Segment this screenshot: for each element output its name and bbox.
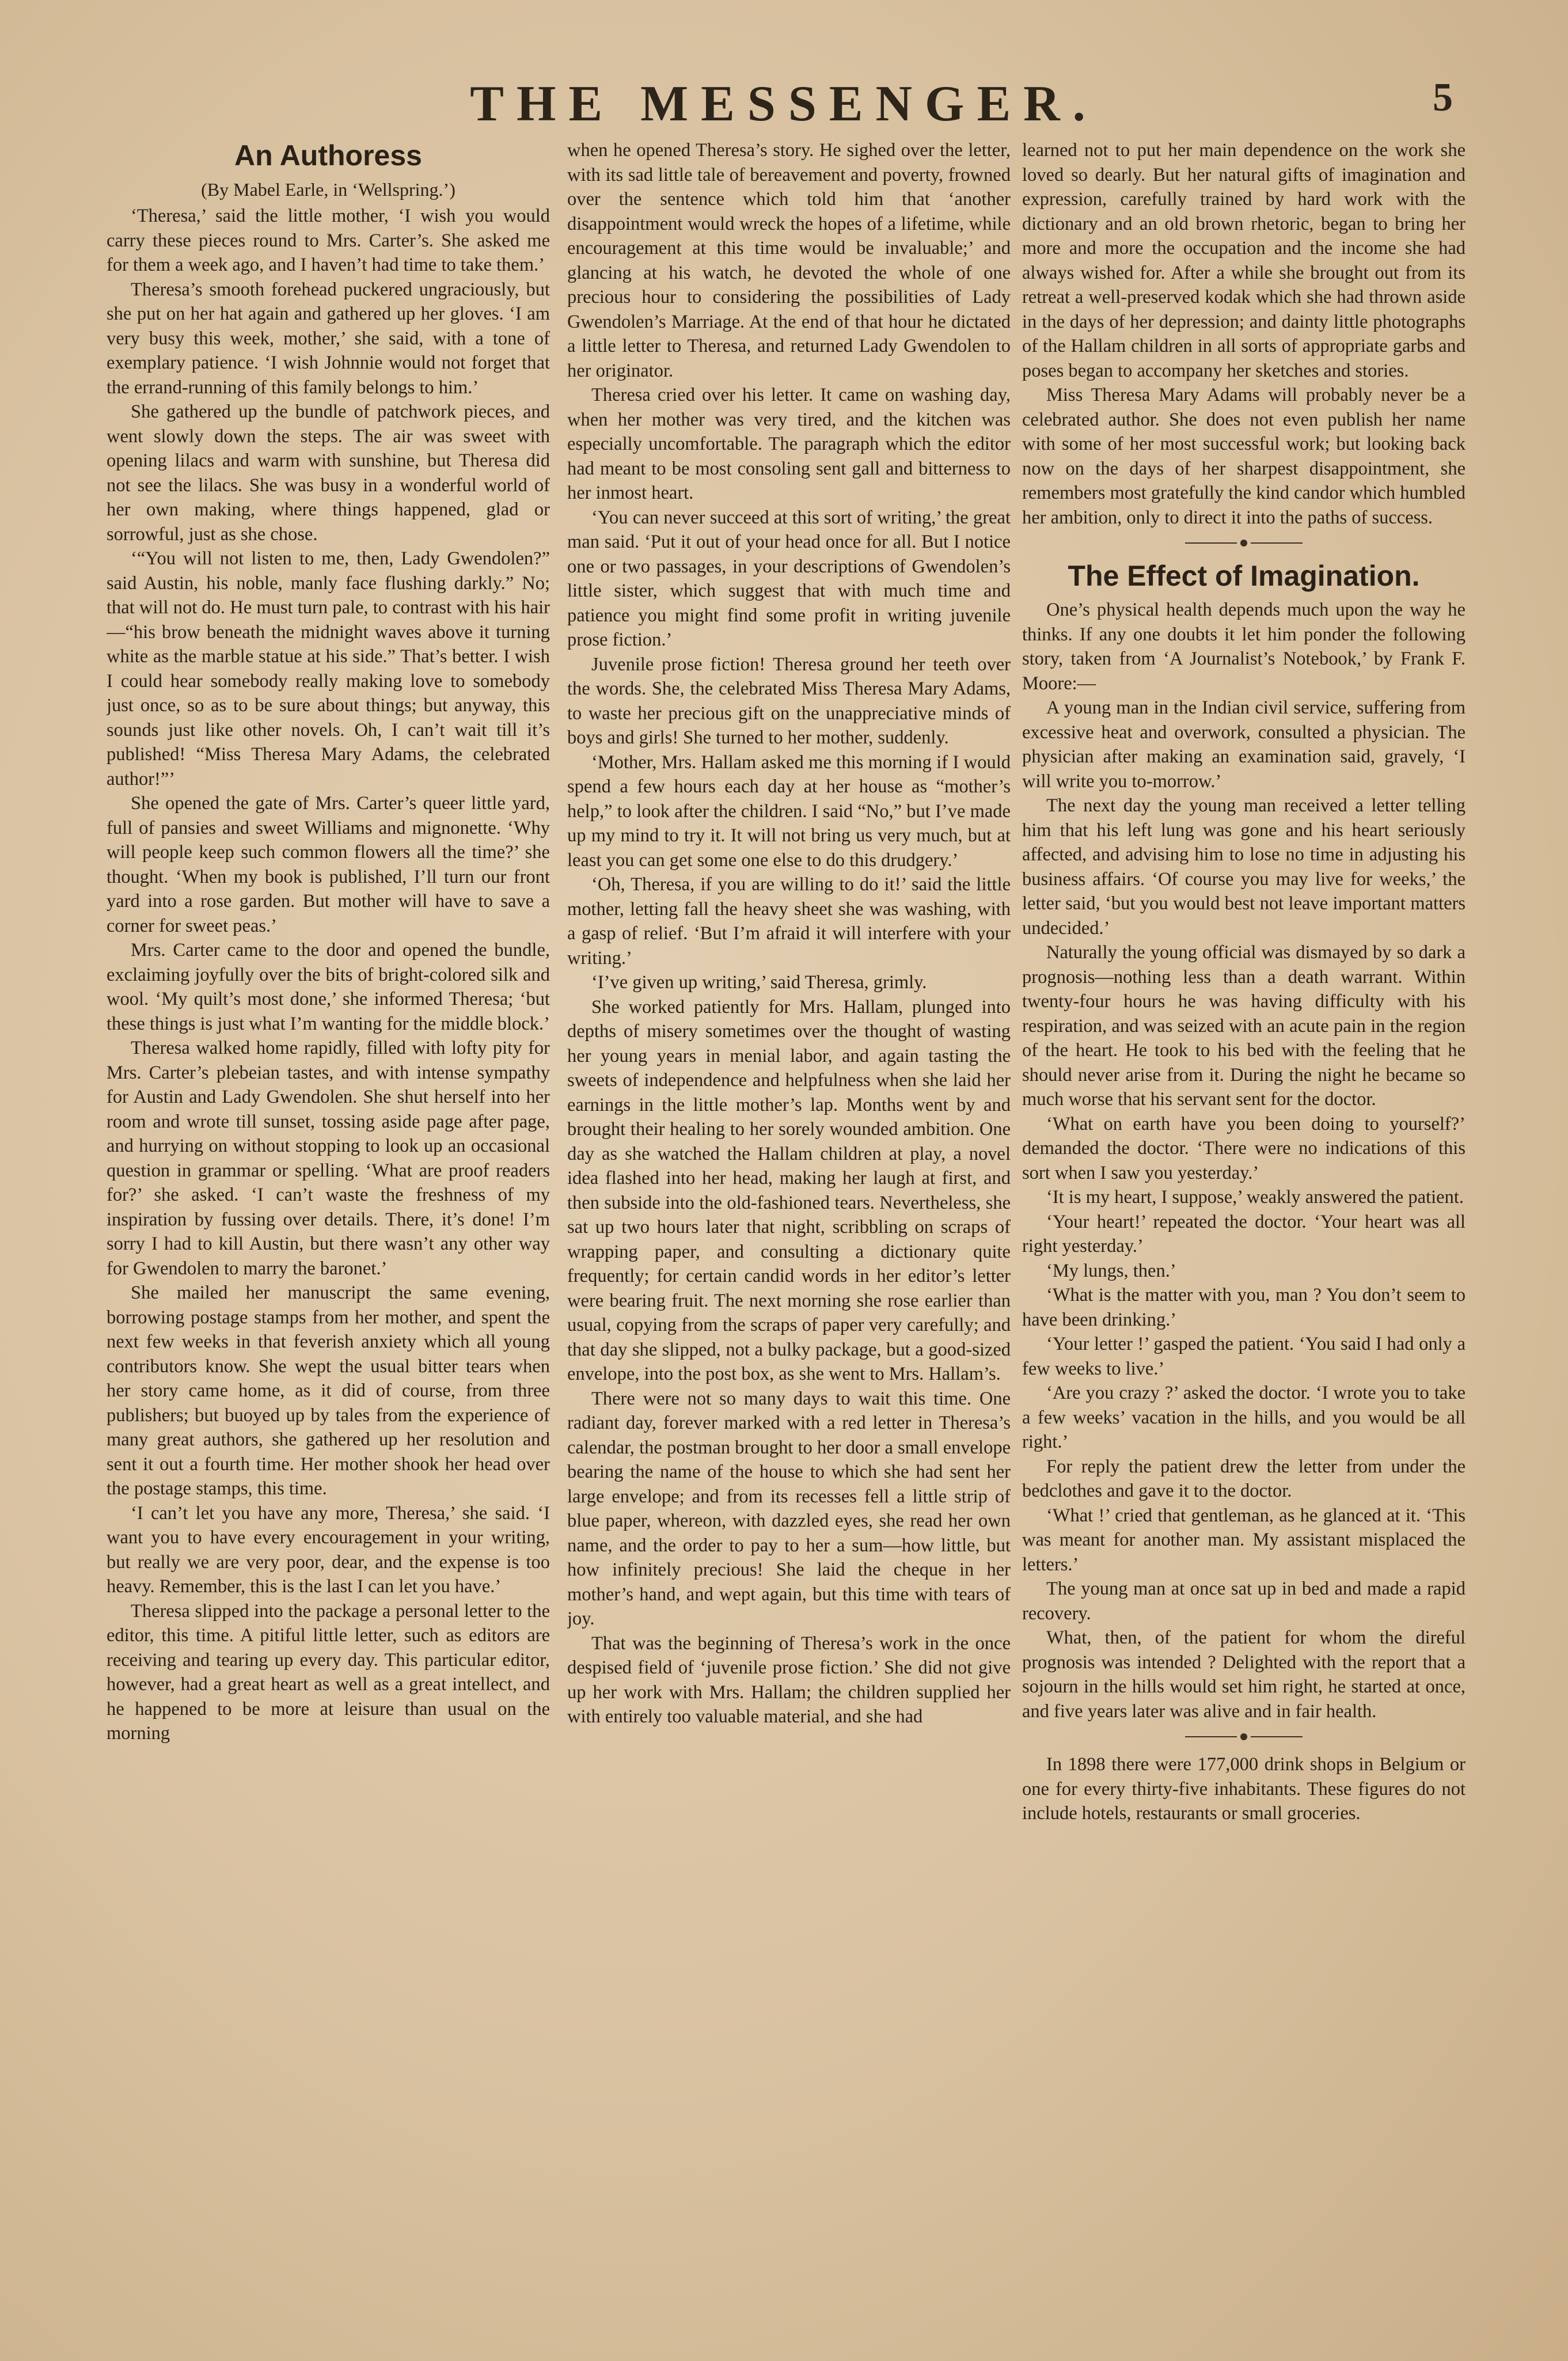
paragraph: Theresa slipped into the package a personal letter to the editor, this time. A pitiful little letter, such as editors are receiving and tearing up every day. This particular editor, however, had a great heart as well as a great intellect, and he happened to be more at leisure than usual on the morning [107, 1600, 550, 1744]
paragraph: ‘Are you crazy ?’ asked the doctor. ‘I wrote you to take a few weeks’ vacation in the hills, and you would be all right.’ [1022, 1383, 1466, 1452]
paragraph: learned not to put her main dependence on the work she loved so dearly. But her natural gifts of imagination and expression, carefully trained by hard work with the dictionary and an old brown rhetoric, began to bring her more and more the occupation and the income she had always wished for. After a while she brought out from its retreat a well-preserved kodak which she had thrown aside in the days of her depression; and dainty little photographs of the Hallam children in all sorts of appropriate garbs and poses began to accompany her sketches and stories. [1022, 140, 1466, 381]
paragraph: ‘Your heart!’ repeated the doctor. ‘Your heart was all right yesterday.’ [1022, 1211, 1466, 1257]
paragraph: ‘It is my heart, I suppose,’ weakly answered the patient. [1046, 1187, 1464, 1208]
paragraph: ‘Theresa,’ said the little mother, ‘I wish you would carry these pieces round to Mrs. Carter’s. She asked me for them a week ago, and I haven’t had time to take them.’ [107, 206, 550, 275]
section-divider [1022, 1727, 1466, 1747]
paragraph: One’s physical health depends much upon the way he thinks. If any one doubts it let him ponder the following story, taken from ‘A Journalist’s Notebook,’ by Frank F. Moore:— [1022, 599, 1466, 694]
paragraph: Juvenile prose fiction! Theresa ground her teeth over the words. She, the celebrated Miss Theresa Mary Adams, to waste her precious gift on the unappreciative minds of boys and girls! She turned to her mother, suddenly. [567, 654, 1011, 748]
paragraph: For reply the patient drew the letter from under the bedclothes and gave it to the doctor. [1022, 1456, 1466, 1501]
paragraph: A young man in the Indian civil service, suffering from excessive heat and overwork, consulted a physician. The physician after making an examination said, gravely, ‘I will write you to-morrow.’ [1022, 697, 1466, 792]
article-title-authoress: An Authoress [234, 139, 422, 172]
paragraph: She worked patiently for Mrs. Hallam, plunged into depths of misery sometimes over the thought of wasting her young years in menial labor, and again tasting the sweets of independence and helpfulness when she laid her earnings in the little mother’s lap. Months went by and brought their healing to her sorely wounded ambition. One day as she watched the Hallam children at play, a novel idea flashed into her head, making her laugh at first, and then subside into the old-fashioned tears. Nevertheless, she sat up two hours later that night, scribbling on scraps of wrapping paper, and consulting a dictionary quite frequently; for certain candid words in her editor’s letter were bearing fruit. The next morning she rose earlier than usual, copying from the scraps of paper very carefully; and that day she slipped, not a bulky package, but a good-sized envelope, into the post box, as she went to Mrs. Hallam’s. [567, 996, 1011, 1384]
news-note: In 1898 there were 177,000 drink shops in Belgium or one for every thirty-five inhabitants. These figures do not include hotels, restaurants or small groceries. [1022, 1754, 1466, 1824]
paragraph: ‘Your letter !’ gasped the patient. ‘You said I had only a few weeks to live.’ [1022, 1334, 1466, 1379]
paragraph: ‘I can’t let you have any more, Theresa,’ she said. ‘I want you to have every encouragement in your writing, but really we are very poor, dear, and the expense is too heavy. Remember, this is the last I can let you have.’ [107, 1502, 550, 1597]
paragraph: ‘Oh, Theresa, if you are willing to do it!’ said the little mother, letting fall the heavy sheet she was washing, with a gasp of relief. ‘But I’m afraid it will interfere with your writing.’ [567, 874, 1011, 969]
paragraph: ‘“You will not listen to me, then, Lady Gwendolen?” said Austin, his noble, manly face flushing darkly.” No; that will not do. He must turn pale, to contrast with his hair —“his brow beneath the midnight waves above it turning white as the marble statue at his side.” That’s better. I wish I could hear somebody really making love to somebody just once, so as to be sure about things; but anyway, this sounds just like other novels. Oh, I can’t wait till it’s published! “Miss Theresa Mary Adams, the celebrated author!”’ [107, 548, 550, 789]
paragraph: ‘Mother, Mrs. Hallam asked me this morning if I would spend a few hours each day at her house as “mother’s help,” to look after the children. I said “No,” but I’ve made up my mind to try it. It will not bring us very much, but at least you can get some one else to do this drudgery.’ [567, 751, 1011, 871]
article-title-imagination: The Effect of Imagination. [1068, 560, 1420, 592]
column-1 [107, 138, 550, 2292]
paragraph: What, then, of the patient for whom the direful prognosis was intended ? Delighted with the report that a sojourn in the hills would set him right, he started at once, and five years later was alive and in fair health. [1022, 1627, 1466, 1722]
page-header [0, 75, 1568, 138]
paragraph: She opened the gate of Mrs. Carter’s queer little yard, full of pansies and sweet Williams and mignonette. ‘Why will people keep such common flowers all the time?’ she thought. ‘When my book is published, I’ll turn our front yard into a rose garden. But mother will have to save a corner for sweet peas.’ [107, 793, 550, 936]
paragraph: Theresa walked home rapidly, filled with lofty pity for Mrs. Carter’s plebeian tastes, and with intense sympathy for Austin and Lady Gwendolen. She shut herself into her room and wrote till sunset, tossing aside page after page, and hurrying on without stopping to look up an occasional question in grammar or spelling. ‘What are proof readers for?’ she asked. ‘I can’t waste the freshness of my inspiration by fussing over details. There, it’s done! I’m sorry I had to kill Austin, but there wasn’t any other way for Gwendolen to marry the baronet.’ [107, 1038, 550, 1279]
column-2 [567, 138, 1011, 2292]
paragraph: The next day the young man received a letter telling him that his left lung was gone and his heart seriously affected, and advising him to lose no time in adjusting his business affairs. ‘Of course you may live for weeks,’ the letter said, ‘but you would best not leave important matters undecided.’ [1022, 795, 1466, 939]
paragraph: Theresa cried over his letter. It came on washing day, when her mother was very tired, and the kitchen was especially uncomfortable. The paragraph which the editor had meant to be most consoling sent gall and bitterness to her inmost heart. [567, 385, 1011, 503]
section-divider [1022, 533, 1466, 553]
masthead: THE MESSENGER. [470, 76, 1098, 132]
paragraph: ‘What on earth have you been doing to yourself?’ demanded the doctor. ‘There were no indications of this sort when I saw you yesterday.’ [1022, 1113, 1466, 1183]
paragraph: The young man at once sat up in bed and made a rapid recovery. [1022, 1578, 1466, 1624]
paragraph: ‘You can never succeed at this sort of writing,’ the great man said. ‘Put it out of your head once for all. But I notice one or two passages, in your descriptions of Gwendolen’s little sister, which suggest that with much time and patience you might find some profit in writing juvenile prose fiction.’ [567, 507, 1011, 650]
paragraph: when he opened Theresa’s story. He sighed over the letter, with its sad little tale of bereavement and poverty, frowned over the sentence which told him that ‘another disappointment would wreck the hopes of a lifetime, while encouragement at this time would be invaluable;’ and glancing at his watch, he devoted the whole of one precious hour to considering the possibilities of Lady Gwendolen’s Marriage. At the end of that hour he dictated a little letter to Theresa, and returned Lady Gwendolen to her originator. [567, 140, 1011, 381]
paragraph: ‘My lungs, then.’ [1046, 1260, 1176, 1281]
paragraph: She mailed her manuscript the same evening, borrowing postage stamps from her mother, and spent the next few weeks in that feverish anxiety which all young contributors know. She wept the usual bitter tears when her story came home, as it did of course, from three publishers; but buoyed up by tales from the experience of many great authors, she gathered up her resolution and sent it out a fourth time. Her mother shook her head over the postage stamps, this time. [107, 1282, 550, 1499]
paragraph: ‘I’ve given up writing,’ said Theresa, grimly. [591, 972, 927, 993]
paragraph: She gathered up the bundle of patchwork pieces, and went slowly down the steps. The air was sweet with opening lilacs and warm with sunshine, but Theresa did not see the lilacs. She was busy in a wonderful world of her own making, where things happened, glad or sorrowful, just as she chose. [107, 401, 550, 545]
paragraph: ‘What is the matter with you, man ? You don’t seem to have been drinking.’ [1022, 1285, 1466, 1330]
paragraph: Miss Theresa Mary Adams will probably never be a celebrated author. She does not even publish her name with some of her most successful work; but looking back now on the days of her sharpest disappointment, she remembers most gratefully the kind candor which humbled her ambition, only to direct it into the paths of success. [1022, 385, 1466, 528]
paragraph: That was the beginning of Theresa’s work in the once despised field of ‘juvenile prose fiction.’ She did not give up her work with Mrs. Hallam; the children supplied her with entirely too valuable material, and she had [567, 1633, 1011, 1727]
paragraph: Mrs. Carter came to the door and opened the bundle, exclaiming joyfully over the bits of bright-colored silk and wool. ‘My quilt’s most done,’ she informed Theresa; ‘but these things is just what I’m wanting for the middle block.’ [107, 940, 550, 1034]
paragraph: Naturally the young official was dismayed by so dark a prognosis—nothing less than a death warrant. Within twenty-four hours he was having difficulty with his respiration, and was seized with an acute pain in the region of the heart. He took to his bed with the feeling that he should never arise from it. During the night he became so much worse that his servant sent for the doctor. [1022, 942, 1466, 1110]
column-3 [1022, 138, 1466, 2292]
paragraph: Theresa’s smooth forehead puckered ungraciously, but she put on her hat again and gathered up her gloves. ‘I am very busy this week, mother,’ she said, with a tone of exemplary patience. ‘I wish Johnnie would not forget that the errand-running of this family belongs to him.’ [107, 279, 550, 398]
article-byline: (By Mabel Earle, in ‘Wellspring.’) [201, 179, 455, 200]
paragraph: ‘What !’ cried that gentleman, as he glanced at it. ‘This was meant for another man. My assistant misplaced the letters.’ [1022, 1505, 1466, 1575]
paragraph: There were not so many days to wait this time. One radiant day, forever marked with a red letter in Theresa’s calendar, the postman brought to her door a small envelope bearing the name of the house to which she had sent her large envelope; and from its recesses fell a little strip of blue paper, whereon, with dazzled eyes, she read her own name, and the order to pay to her a sum—how little, but how infinitely precious! She laid the cheque in her mother’s hand, and wept again, but this time with tears of joy. [567, 1388, 1011, 1629]
page-number: 5 [1433, 75, 1453, 120]
